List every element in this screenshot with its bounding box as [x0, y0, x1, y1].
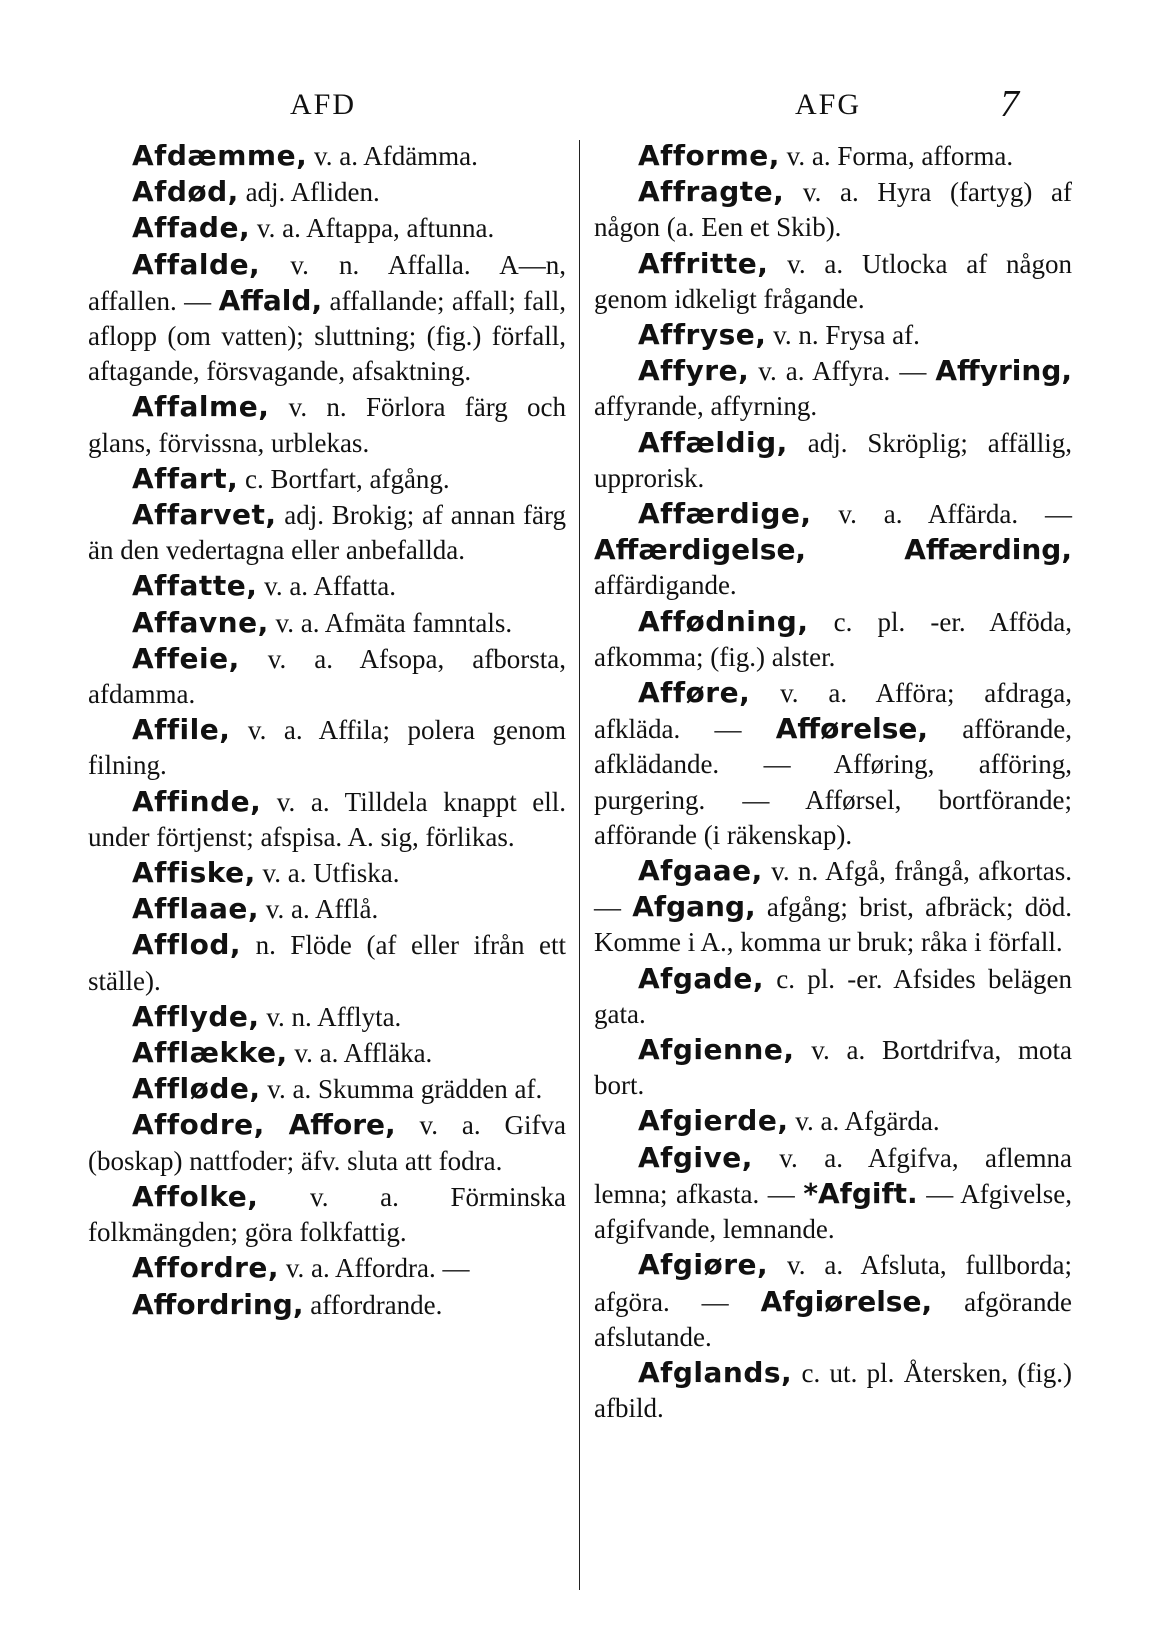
dictionary-entry: [88, 712, 566, 783]
headword: Affavne,: [132, 605, 269, 639]
definition-text: v. a. Afgifva, aflemna lemna; afkasta. —: [594, 1142, 1072, 1209]
definition-text: v. a. Affläka.: [287, 1038, 433, 1069]
dictionary-entry: [88, 1035, 566, 1071]
definition-text: afgörande afslutande.: [594, 1286, 1073, 1352]
dictionary-entry: [594, 496, 1072, 604]
headword: Affløde,: [132, 1072, 261, 1106]
dictionary-entry: [88, 1071, 566, 1107]
definition-text: v. a. Afflå.: [259, 894, 379, 925]
page-header: [0, 80, 1152, 130]
definition-text: v. a. Affatta.: [257, 571, 397, 602]
definition-text: v. n. Afflyta.: [259, 1001, 402, 1032]
definition-text: [265, 1110, 289, 1140]
dictionary-entry: [88, 641, 566, 712]
right-column: [594, 138, 1072, 1426]
definition-text: v. n. Affalla. A—n, affallen. —: [88, 249, 566, 316]
definition-text: v. a. Aftappa, aftunna.: [250, 213, 495, 244]
headword: Affødning,: [638, 604, 809, 638]
definition-text: v. n. Förlora färg och glans, förvissna, urblekas.: [88, 392, 566, 458]
definition-text: v. a. Tilldela knappt ell. under förtjenst; afspisa. A. sig, förlikas.: [88, 786, 566, 852]
headword: Afførelse,: [775, 712, 929, 746]
left-guide-word: AFD: [290, 88, 357, 121]
page-number: 7: [1000, 83, 1019, 125]
dictionary-entry: [88, 605, 566, 641]
headword: Affarvet,: [132, 498, 277, 532]
headword: Afflække,: [132, 1036, 288, 1070]
definition-text: v. a. Afgärda.: [788, 1106, 940, 1137]
definition-text: v. a. Afföra; afdraga, afkläda. —: [594, 678, 1072, 745]
dictionary-entry: [88, 1250, 566, 1286]
definition-text: c. pl. -er. Afföda, afkomma; (fig.) alster.: [594, 606, 1072, 672]
headword: Affragte,: [638, 175, 785, 209]
headword: Afgade,: [638, 961, 764, 995]
definition-text: v. a. Utfiska.: [255, 858, 400, 889]
dictionary-entry: [88, 210, 566, 246]
dictionary-entry: [594, 604, 1072, 675]
definition-text: adj. Brokig; af annan färg än den vedertagna eller anbefallda.: [88, 500, 566, 566]
headword: Afgiørelse,: [760, 1284, 933, 1318]
dictionary-entry: [594, 1247, 1072, 1355]
dictionary-entry: [88, 1107, 566, 1178]
definition-text: v. a. Afdämma.: [307, 141, 478, 171]
headword: Affryse,: [638, 318, 767, 352]
headword: Afgiøre,: [638, 1248, 769, 1282]
column-divider: [579, 140, 580, 1590]
dictionary-entry: [594, 1032, 1072, 1103]
headword: Affalme,: [132, 390, 270, 424]
headword: Affældig,: [638, 425, 788, 459]
dictionary-entry: [594, 353, 1072, 424]
dictionary-entry: [88, 927, 566, 998]
headword: Affolke,: [132, 1179, 259, 1213]
definition-text: c. ut. pl. Återsken, (fig.) afbild.: [594, 1357, 1072, 1424]
definition-text: v. a. Skumma grädden af.: [260, 1074, 543, 1105]
headword: Affiske,: [132, 856, 256, 890]
definition-text: affallande; affall; fall, aflopp (om vatten); sluttning; (fig.) förfall, aftagande, försvagande, afsaktning.: [88, 285, 566, 387]
dictionary-entry: [594, 246, 1072, 317]
definition-text: v. a. Afmäta famntals.: [268, 607, 513, 638]
headword: Affald,: [218, 283, 323, 317]
definition-text: v. a. Gifva (boskap) nattfoder; äfv. sluta att fodra.: [88, 1110, 566, 1176]
definition-text: afgång; brist, afbräck; död. Komme i A., komma ur bruk; råka i förfall.: [594, 892, 1073, 958]
headword: Afflaae,: [132, 892, 260, 926]
definition-text: v. a. Forma, afforma.: [779, 141, 1014, 171]
headword: Afdæmme,: [132, 139, 308, 172]
right-guide-word: AFG: [795, 88, 862, 121]
headword: Affore,: [288, 1108, 396, 1142]
headword: Affærdigelse, Affærding,: [594, 533, 1072, 567]
dictionary-entry: [88, 568, 566, 604]
definition-text: v. a. Affila; polera genom filning.: [88, 715, 566, 781]
left-column: [88, 138, 566, 1323]
dictionary-entry: [594, 174, 1072, 245]
definition-text: v. n. Afgå, frångå, afkortas. —: [594, 856, 1072, 923]
definition-text: v. a. Afsopa, afborsta, afdamma.: [88, 643, 566, 710]
dictionary-entry: [594, 1355, 1072, 1426]
dictionary-entry: [88, 891, 566, 927]
definition-text: v. a. Bortdrifva, mota bort.: [594, 1035, 1072, 1101]
dictionary-entry: [594, 1103, 1072, 1139]
definition-text: v. a. Hyra (fartyg) af någon (a. Een et Skib).: [594, 177, 1072, 243]
headword: Afføre,: [638, 676, 751, 710]
headword: Affordring,: [132, 1287, 304, 1321]
dictionary-entry: [88, 138, 566, 174]
headword: Afgive,: [638, 1140, 753, 1174]
headword: Afforme,: [638, 139, 780, 172]
definition-text: adj. Afliden.: [238, 177, 380, 208]
definition-text: v. a. Affärda. —: [811, 499, 1072, 530]
dictionary-entry: [88, 855, 566, 891]
dictionary-entry: [88, 1287, 566, 1323]
headword: Affordre,: [132, 1251, 280, 1285]
dictionary-entry: [594, 675, 1072, 853]
definition-text: — Afgivelse, afgifvande, lemnande.: [594, 1178, 1072, 1245]
headword: Affinde,: [132, 784, 262, 818]
headword: *Afgift.: [803, 1176, 918, 1210]
headword: Affade,: [132, 211, 251, 245]
headword: Afgang,: [632, 890, 756, 924]
headword: Affritte,: [638, 246, 769, 280]
definition-text: c. Bortfart, afgång.: [238, 463, 450, 494]
definition-text: affärdigande.: [594, 570, 737, 601]
headword: Affalde,: [132, 247, 261, 281]
dictionary-entry: [594, 138, 1072, 174]
definition-text: afförande, afklädande. — Afføring, afföring, purgering. — Afførsel, bortförande; afförande (i räkenskap).: [594, 714, 1072, 850]
dictionary-entry: [88, 247, 566, 390]
headword: Afdød,: [132, 175, 239, 209]
headword: Affile,: [132, 713, 231, 747]
dictionary-entry: [88, 999, 566, 1035]
headword: Afgienne,: [638, 1033, 795, 1067]
headword: Affærdige,: [638, 497, 812, 531]
dictionary-entry: [88, 174, 566, 210]
dictionary-entry: [88, 389, 566, 460]
definition-text: v. a. Förminska folkmängden; göra folkfattig.: [88, 1181, 566, 1248]
definition-text: n. Flöde (af eller ifrån ett ställe).: [88, 930, 566, 996]
definition-text: v. n. Frysa af.: [766, 320, 920, 351]
definition-text: c. pl. -er. Afsides belägen gata.: [594, 963, 1072, 1029]
headword: Affyre,: [638, 354, 750, 388]
definition-text: v. a. Utlocka af någon genom idkeligt frågande.: [594, 248, 1072, 314]
headword: Afglands,: [638, 1355, 793, 1389]
dictionary-entry: [594, 317, 1072, 353]
dictionary-entry: [594, 853, 1072, 961]
dictionary-entry: [88, 461, 566, 497]
dictionary-entry: [594, 425, 1072, 496]
definition-text: v. a. Affordra. —: [279, 1253, 470, 1284]
dictionary-entry: [88, 1179, 566, 1250]
headword: Afgaae,: [638, 854, 763, 888]
headword: Afflyde,: [132, 999, 260, 1033]
definition-text: affordrande.: [303, 1289, 443, 1320]
dictionary-entry: [594, 961, 1072, 1032]
headword: Affodre,: [132, 1108, 265, 1142]
definition-text: affyrande, affyrning.: [594, 391, 818, 422]
headword: Affeie,: [132, 641, 240, 675]
definition-text: v. a. Afsluta, fullborda; afgöra. —: [594, 1250, 1072, 1317]
headword: Afflod,: [132, 928, 242, 962]
dictionary-entry: [88, 497, 566, 568]
definition-text: adj. Skröplig; affällig, upprorisk.: [594, 427, 1072, 493]
definition-text: v. a. Affyra. —: [749, 356, 936, 387]
headword: Affart,: [132, 461, 239, 495]
headword: Affatte,: [132, 569, 258, 603]
dictionary-entry: [594, 1140, 1072, 1248]
headword: Afgierde,: [638, 1104, 789, 1138]
headword: Affyring,: [935, 354, 1072, 388]
dictionary-entry: [88, 784, 566, 855]
